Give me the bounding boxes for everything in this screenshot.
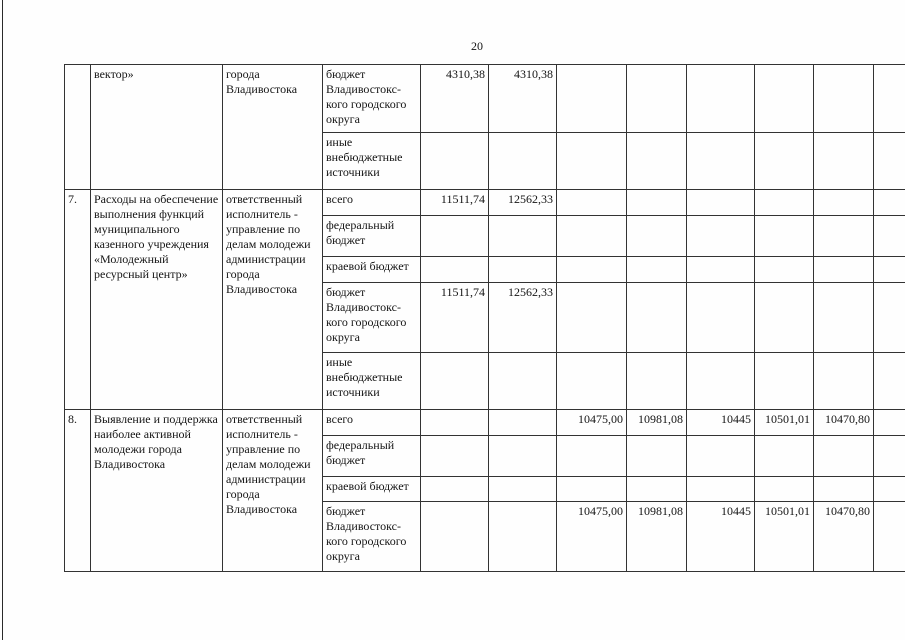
value-cell <box>627 190 687 216</box>
row-number-cell: 8. <box>65 410 91 572</box>
row-number-cell: 7. <box>65 190 91 410</box>
executor-cell: ответственный исполнитель - управление по делам молодежи администрации города Владивостока <box>223 190 323 410</box>
value-cell <box>874 283 905 353</box>
value-cell <box>421 410 489 436</box>
value-cell <box>627 477 687 502</box>
value-cell <box>489 216 557 257</box>
value-cell <box>755 257 814 283</box>
value-cell: 10445 <box>687 502 755 572</box>
value-cell <box>874 502 905 572</box>
value-cell <box>557 65 627 133</box>
value-cell <box>874 216 905 257</box>
value-cell <box>627 283 687 353</box>
page-left-edge <box>2 0 3 640</box>
value-cell <box>814 436 874 477</box>
value-cell <box>874 477 905 502</box>
value-cell: 10475,00 <box>557 410 627 436</box>
value-cell <box>874 133 905 190</box>
value-cell <box>421 216 489 257</box>
page-number: 20 <box>471 39 483 53</box>
value-cell: 10981,08 <box>627 502 687 572</box>
value-cell <box>874 353 905 410</box>
value-cell: 10501,01 <box>755 410 814 436</box>
funding-source-cell: краевой бюджет <box>323 477 421 502</box>
measure-name-cell: Выявление и поддержка наиболее активной молодежи города Владивостока <box>91 410 223 572</box>
value-cell <box>687 477 755 502</box>
value-cell <box>755 216 814 257</box>
value-cell: 12562,33 <box>489 283 557 353</box>
value-cell <box>421 436 489 477</box>
value-cell <box>627 216 687 257</box>
value-cell <box>687 133 755 190</box>
value-cell <box>489 257 557 283</box>
value-cell <box>627 257 687 283</box>
measure-name-cell: Расходы на обеспечение выполнения функций муниципального казенного учреждения «Молодежный ресурсный центр» <box>91 190 223 410</box>
value-cell <box>874 65 905 133</box>
measure-name-cell: вектор» <box>91 65 223 190</box>
value-cell: 10981,08 <box>627 410 687 436</box>
funding-source-cell: бюджет Владивостокс-кого городского округа <box>323 502 421 572</box>
funding-source-cell: иные внебюджетные источники <box>323 133 421 190</box>
value-cell <box>687 353 755 410</box>
value-cell <box>687 190 755 216</box>
funding-source-cell: бюджет Владивостокс-кого городского округа <box>323 65 421 133</box>
value-cell <box>421 133 489 190</box>
value-cell: 10445 <box>687 410 755 436</box>
funding-source-cell: бюджет Владивостокс-кого городского округа <box>323 283 421 353</box>
value-cell <box>557 257 627 283</box>
value-cell <box>687 65 755 133</box>
funding-source-cell: федеральный бюджет <box>323 216 421 257</box>
value-cell <box>687 283 755 353</box>
value-cell <box>687 257 755 283</box>
row-number-cell <box>65 65 91 190</box>
table-row <box>65 410 905 436</box>
value-cell: 12562,33 <box>489 190 557 216</box>
value-cell <box>421 477 489 502</box>
value-cell <box>687 436 755 477</box>
value-cell: 11511,74 <box>421 283 489 353</box>
table-row <box>65 190 905 216</box>
value-cell <box>557 283 627 353</box>
value-cell <box>627 65 687 133</box>
executor-cell: ответственный исполнитель - управление по делам молодежи администрации города Владивостока <box>223 410 323 572</box>
value-cell <box>489 477 557 502</box>
table-row <box>65 65 905 133</box>
value-cell <box>755 65 814 133</box>
value-cell <box>489 353 557 410</box>
value-cell: 10475,00 <box>557 502 627 572</box>
value-cell <box>557 477 627 502</box>
value-cell <box>814 65 874 133</box>
value-cell <box>557 133 627 190</box>
value-cell <box>489 410 557 436</box>
value-cell <box>755 353 814 410</box>
value-cell <box>814 257 874 283</box>
funding-source-cell: иные внебюджетные источники <box>323 353 421 410</box>
value-cell <box>814 133 874 190</box>
value-cell <box>489 436 557 477</box>
budget-table <box>64 64 905 572</box>
value-cell <box>687 216 755 257</box>
value-cell <box>627 133 687 190</box>
value-cell <box>421 353 489 410</box>
value-cell: 4310,38 <box>421 65 489 133</box>
funding-source-cell: всего <box>323 410 421 436</box>
value-cell <box>874 410 905 436</box>
funding-source-cell: всего <box>323 190 421 216</box>
executor-cell: города Владивостока <box>223 65 323 190</box>
value-cell <box>755 190 814 216</box>
value-cell <box>557 436 627 477</box>
value-cell <box>874 190 905 216</box>
value-cell <box>814 216 874 257</box>
value-cell <box>627 436 687 477</box>
value-cell <box>814 353 874 410</box>
value-cell <box>755 133 814 190</box>
value-cell <box>489 133 557 190</box>
value-cell <box>557 216 627 257</box>
funding-source-cell: краевой бюджет <box>323 257 421 283</box>
value-cell <box>627 353 687 410</box>
value-cell: 10501,01 <box>755 502 814 572</box>
value-cell: 10470,80 <box>814 502 874 572</box>
value-cell <box>421 257 489 283</box>
value-cell: 4310,38 <box>489 65 557 133</box>
value-cell <box>421 502 489 572</box>
value-cell <box>874 436 905 477</box>
value-cell <box>814 477 874 502</box>
value-cell <box>814 283 874 353</box>
value-cell: 10470,80 <box>814 410 874 436</box>
value-cell <box>755 477 814 502</box>
value-cell <box>814 190 874 216</box>
value-cell <box>489 502 557 572</box>
value-cell <box>755 436 814 477</box>
value-cell <box>557 353 627 410</box>
value-cell <box>557 190 627 216</box>
funding-source-cell: федеральный бюджет <box>323 436 421 477</box>
value-cell <box>874 257 905 283</box>
value-cell: 11511,74 <box>421 190 489 216</box>
value-cell <box>755 283 814 353</box>
